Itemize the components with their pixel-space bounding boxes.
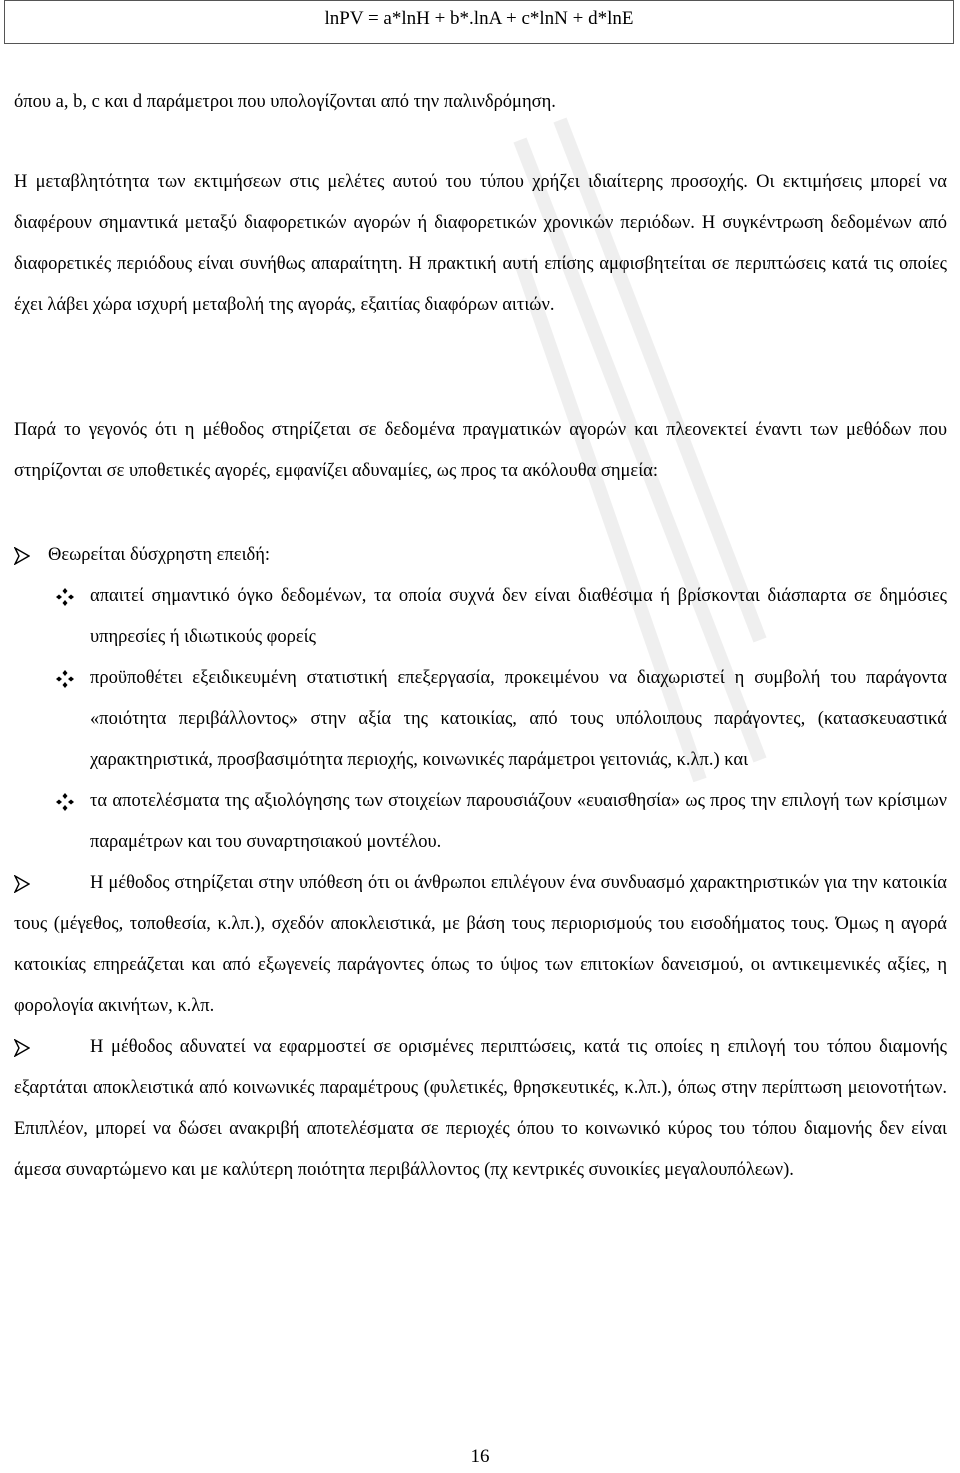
arrowhead-bullet-icon: [14, 535, 38, 576]
list-item-inapplicable: [14, 1027, 947, 1191]
sub-item-sensitivity-text: τα αποτελέσματα της αξιολόγησης των στοιχείων παρουσιάζουν «ευαισθησία» ως προς την επιλογή των κρίσιμων παραμέτρων και του συναρτησιακού μοντέλου.: [90, 791, 947, 852]
arrowhead-bullet-icon: [14, 1027, 38, 1068]
weakness-list: [14, 535, 947, 1191]
list-item-difficult: [14, 535, 947, 576]
sub-item-statistics: [14, 658, 947, 781]
formula-text: lnPV = a*lnH + b*.lnA + c*lnN + d*lnE: [324, 8, 634, 29]
sub-item-data-volume-text: απαιτεί σημαντικό όγκο δεδομένων, τα οποία συχνά δεν είναι διαθέσιμα ή βρίσκονται διάσπαρτα σε δημόσιες υπηρεσίες ή ιδιωτικούς φορείς: [90, 586, 947, 647]
list-item-assumption-text: Η μέθοδος στηρίζεται στην υπόθεση ότι οι άνθρωποι επιλέγουν ένα συνδυασμό χαρακτηριστικών για την κατοικία τους (μέγεθος, τοποθεσία, κ.λπ.), σχεδόν αποκλειστικά, με βάση τους περιορισμούς του εισοδήματος τους. Όμως η αγορά κατοικίας επηρεάζεται και από εξωγενείς παράγοντες όπως το ύψος των επιτοκίων δανεισμού, οι αντικειμενικές αξίες, η φορολογία ακινήτων, κ.λπ.: [14, 873, 947, 1016]
arrowhead-bullet-icon: [14, 863, 38, 904]
four-diamond-bullet-icon: [56, 576, 80, 617]
paragraph-parameters: όπου a, b, c και d παράμετροι που υπολογίζονται από την παλινδρόμηση.: [14, 92, 556, 112]
sub-item-sensitivity: [14, 781, 947, 863]
sub-item-data-volume: [14, 576, 947, 658]
four-diamond-bullet-icon: [56, 658, 80, 699]
sub-item-statistics-text: προϋποθέτει εξειδικευμένη στατιστική επεξεργασία, προκειμένου να διαχωριστεί η συμβολή του παράγοντα «ποιότητα περιβάλλοντος» στην αξία της κατοικίας, από τους υπόλοιπους παράγοντες, (κατασκευαστικά χαρακτηριστικά, προσβασιμότητα περιοχής, κοινωνικές παράμετροι γειτονιάς, κ.λπ.) και: [90, 668, 947, 770]
four-diamond-bullet-icon: [56, 781, 80, 822]
paragraph-variability: Η μεταβλητότητα των εκτιμήσεων στις μελέτες αυτού του τύπου χρήζει ιδιαίτερης προσοχής. Οι εκτιμήσεις μπορεί να διαφέρουν σημαντικά μεταξύ διαφορετικών αγορών ή διαφορετικών χρονικών περιόδων. Η συγκέντρωση δεδομένων από διαφορετικές περιόδους είναι συνήθως απαραίτητη. Η πρακτική αυτή επίσης αμφισβητείται σε περιπτώσεις κατά τις οποίες έχει λάβει χώρα ισχυρή μεταβολή της αγοράς, εξαιτίας διαφόρων αιτιών.: [14, 172, 947, 315]
paragraph-weaknesses: Παρά το γεγονός ότι η μέθοδος στηρίζεται σε δεδομένα πραγματικών αγορών και πλεονεκτεί έναντι των μεθόδων που στηρίζονται σε υποθετικές αγορές, εμφανίζει αδυναμίες, ως προς τα ακόλουθα σημεία:: [14, 420, 947, 481]
list-item-assumption: [14, 863, 947, 1027]
page-number: 16: [470, 1446, 490, 1467]
list-item-difficult-text: Θεωρείται δύσχρηστη επειδή:: [48, 545, 271, 565]
formula-header: [4, 0, 954, 44]
list-item-inapplicable-text: Η μέθοδος αδυνατεί να εφαρμοστεί σε ορισμένες περιπτώσεις, κατά τις οποίες η επιλογή του τόπου διαμονής εξαρτάται αποκλειστικά από κοινωνικές παραμέτρους (φυλετικές, θρησκευτικές, κ.λπ.), όπως στην περίπτωση μειονοτήτων. Επιπλέον, μπορεί να δώσει ανακριβή αποτελέσματα σε περιοχές όπου το κοινωνικό κύρος του τόπου διαμονής δεν είναι άμεσα συναρτώμενο και με καλύτερη ποιότητα περιβάλλοντος (πχ κεντρικές συνοικίες μεγαλουπόλεων).: [14, 1037, 947, 1180]
